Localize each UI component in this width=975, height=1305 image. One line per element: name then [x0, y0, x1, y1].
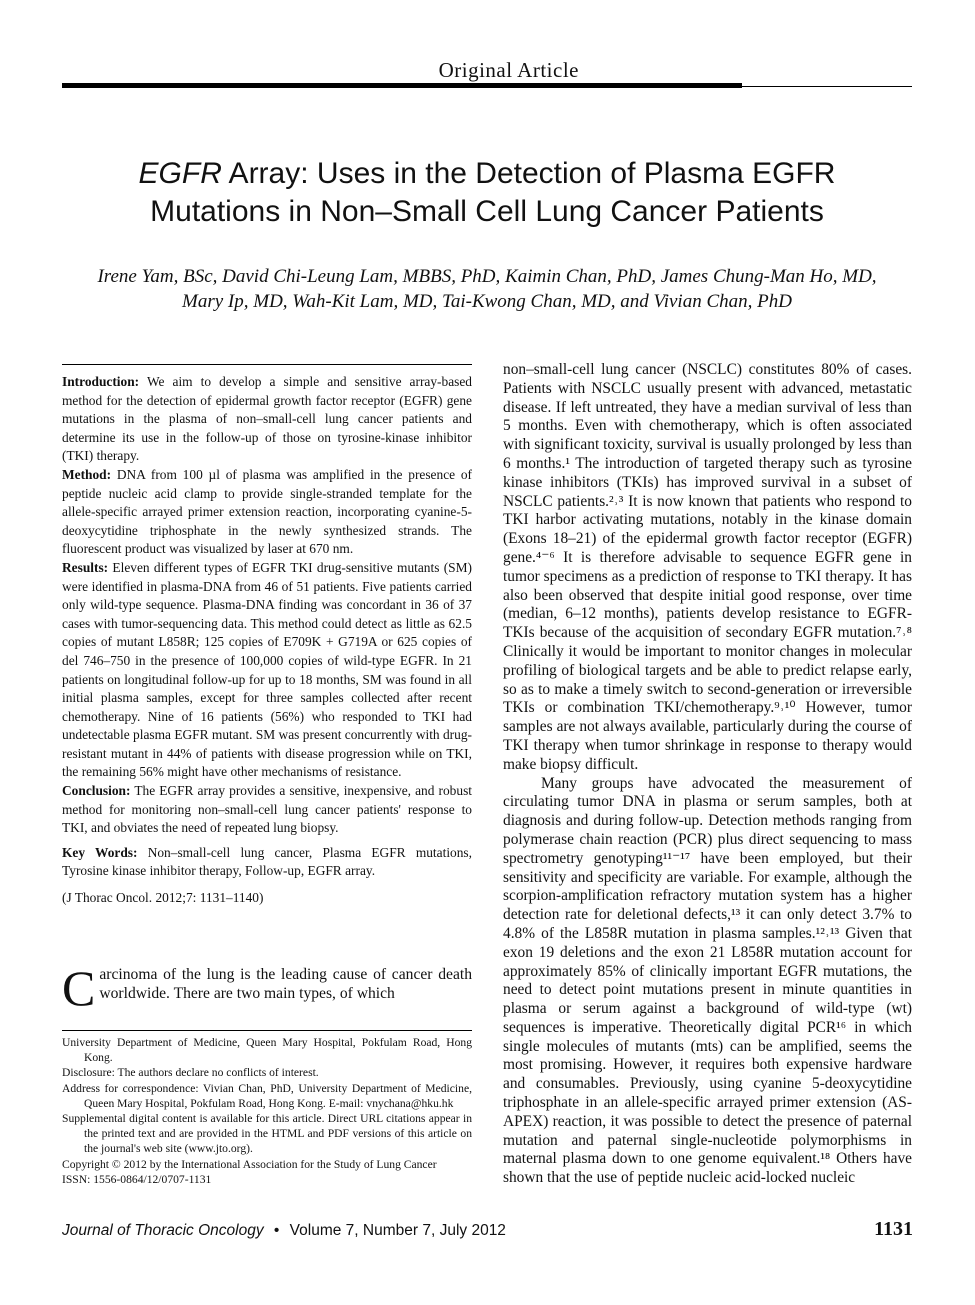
header-thick-rule: [62, 83, 742, 88]
dropcap: C: [62, 960, 96, 1016]
body-right-column: [503, 361, 912, 1188]
running-footer: [62, 1222, 506, 1240]
abstract-results-label: Results:: [62, 559, 109, 575]
footnote-affiliation: University Department of Medicine, Queen Mary Hospital, Pokfulam Road, Hong Kong.: [62, 1036, 472, 1065]
intro-paragraph: [62, 960, 472, 1016]
article-title: [62, 155, 912, 231]
abstract-intro-text: We aim to develop a simple and sensitive array-based method for the detection of epidermal growth factor receptor (EGFR) gene mutations in the plasma of non–small-cell lung cancer patients and determine its use in the follow-up of those on tyrosine-kinase inhibitor (TKI) therapy.: [62, 374, 473, 464]
page-number: 1131: [874, 1218, 913, 1240]
abstract-rule: [62, 364, 472, 365]
body-paragraph-1: non–small-cell lung cancer (NSCLC) constitutes 80% of cases. Patients with NSCLC usually present with advanced, metastatic disease. If left untreated, they have a median survival of less than 5 months. Even with chemotherapy, which is often associated with significant toxicity, survival is usually prolonged by less than 6 months.¹ The introduction of targeted therapy such as tyrosine kinase inhibitors (TKIs) has improved survival in a subset of NSCLC patients.²˒³ It is now known that patients who respond to TKI harbor activating mutations, notably in the kinase domain (Exons 18–21) of the epidermal growth factor receptor (EGFR) gene.⁴⁻⁶ It is therefore advisable to sequence EGFR gene in tumor specimens as a prediction of response to TKI therapy. It has also been observed that despite initial good response, over time (median, 6–12 months), patients develop resistance to EGFR-TKIs because of the acquisition of secondary EGFR mutation.⁷˒⁸ Clinically it would be important to monitor changes in molecular profiling of biological targets and be able to predict relapse early, so as to make a timely switch to second-generation or irreversible TKIs or combination TKI/chemotherapy.⁹˒¹⁰ However, tumor samples are not always available, particularly during the course of TKI therapy when tumor shrinkage in response to therapy would make biopsy difficult.: [503, 361, 912, 773]
author-list: [62, 264, 912, 314]
keywords: [62, 844, 472, 881]
abstract-results-text: Eleven different types of EGFR TKI drug-sensitive mutants (SM) were identified in plasma-DNA from 46 of 51 patients. Five patients carried only wild-type sequence. Plasma-DNA finding was concordant in 36 of 37 cases with tumor-sequencing data. This method could detect as little as 62.5 copies of mutant L858R; 125 copies of E709K + G719A or 625 copies of del 746–750 in the presence of 100,000 copies of wild-type EGFR. In 21 patients on longitudinal follow-up for up to 18 months, SM was found in all initial plasma samples, except for three samples collected after recent chemotherapy. Nine of 16 patients (56%) who responded to TKI had undetectable plasma EGFR mutant. SM was present concurrently with drug-resistant mutant in 44% of patients with disease progression while on TKI, the remaining 56% might have other mechanisms of resistance.: [62, 559, 472, 780]
journal-issue: Volume 7, Number 7, July 2012: [289, 1222, 506, 1239]
abstract: [62, 373, 472, 908]
section-label: Original Article: [438, 58, 579, 82]
abstract-method: [62, 466, 472, 559]
body-paragraph-2: Many groups have advocated the measurement of circulating tumor DNA in plasma or serum samples, both at diagnosis and during follow-up. Detection methods ranging from polymerase chain reaction (PCR) plus direct sequencing to mass spectrometry genotyping¹¹⁻¹⁷ have been employed, but their sensitivity and specificity are variable. For example, although the scorpion-amplification refractory mutation system has a higher detection rate for deletional defects,¹³ it can only detect 3.7% to 4.8% of the L858R mutation in plasma samples.¹²˒¹³ Given that exon 19 deletions and the exon 21 L858R mutation account for approximately 85% of clinically important EGFR mutations, the need to detect point mutations present in minute quantities in plasma or serum against a background of wild-type (wt) sequences is imperative. Theoretically digital PCR¹⁶ in which single molecules of mutants (mts) can be amplified, seems the most promising. However, it requires both expensive hardware and consumables. Previously, using cyanine 5-deoxycytidine triphosphate in an allele-specific arrayed primer extension (AS-APEX) reaction, it was possible to detect the presence of paternal mutation and paternal single-nucleotide polymorphisms in maternal plasma down to one genome equivalent.¹⁸ Others have shown that the use of peptide nucleic acid-locked nucleic: [503, 774, 912, 1187]
abstract-results: [62, 559, 472, 782]
keywords-label: Key Words:: [62, 844, 138, 860]
abstract-method-label: Method:: [62, 466, 112, 482]
title-line2: Mutations in Non–Small Cell Lung Cancer Patients: [150, 195, 824, 228]
keywords-text: Non–small-cell lung cancer, Plasma EGFR mutations, Tyrosine kinase inhibitor therapy, Follow-up, EGFR array.: [62, 844, 472, 879]
authors-line2: Mary Ip, MD, Wah-Kit Lam, MD, Tai-Kwong Chan, MD, and Vivian Chan, PhD: [182, 291, 792, 312]
abstract-column: [62, 364, 472, 908]
title-gene: EGFR: [138, 157, 222, 190]
journal-name: Journal of Thoracic Oncology: [62, 1222, 264, 1239]
title-line1: Array: Uses in the Detection of Plasma EGFR: [221, 157, 836, 190]
abstract-conclusion: [62, 782, 472, 838]
footnote-correspondence: Address for correspondence: Vivian Chan, PhD, University Department of Medicine, Queen Mary Hospital, Pokfulam Road, Hong Kong. E-mail: vnychana@hku.hk: [62, 1081, 472, 1110]
footer-bullet: •: [273, 1222, 280, 1239]
footnote-disclosure: Disclosure: The authors declare no conflicts of interest.: [62, 1066, 319, 1080]
abstract-introduction: [62, 373, 472, 466]
footnotes: [62, 1030, 472, 1187]
intro-text: arcinoma of the lung is the leading cause of cancer death worldwide. There are two main types, of which: [99, 966, 472, 1002]
abstract-conclusion-text: The EGFR array provides a sensitive, inexpensive, and robust method for monitoring non–small-cell lung cancer patients' response to TKI, and obviates the need of repeated lung biopsy.: [62, 783, 472, 836]
authors-line1: Irene Yam, BSc, David Chi-Leung Lam, MBBS, PhD, Kaimin Chan, PhD, James Chung-Man Ho, MD,: [97, 266, 877, 287]
abstract-method-text: DNA from 100 µl of plasma was amplified in the presence of peptide nucleic acid clamp to provide single-stranded template for the allele-specific arrayed primer extension reaction, incorporating cyanine-5-deoxycytidine triphosphate in the newly synthesized strands. The fluorescent product was visualized by laser at 670 nm.: [62, 466, 472, 557]
citation: (J Thorac Oncol. 2012;7: 1131–1140): [62, 890, 264, 906]
footnote-supplemental: Supplemental digital content is available for this article. Direct URL citations appear in the printed text and are provided in the HTML and PDF versions of this article on the journal's web site (www.jto.org).: [62, 1112, 472, 1156]
abstract-conclusion-label: Conclusion:: [62, 783, 131, 799]
abstract-intro-label: Introduction:: [62, 374, 140, 389]
footnote-copyright: Copyright © 2012 by the International Association for the Study of Lung Cancer: [62, 1157, 437, 1171]
footnote-issn: ISSN: 1556-0864/12/0707-1131: [62, 1172, 212, 1186]
